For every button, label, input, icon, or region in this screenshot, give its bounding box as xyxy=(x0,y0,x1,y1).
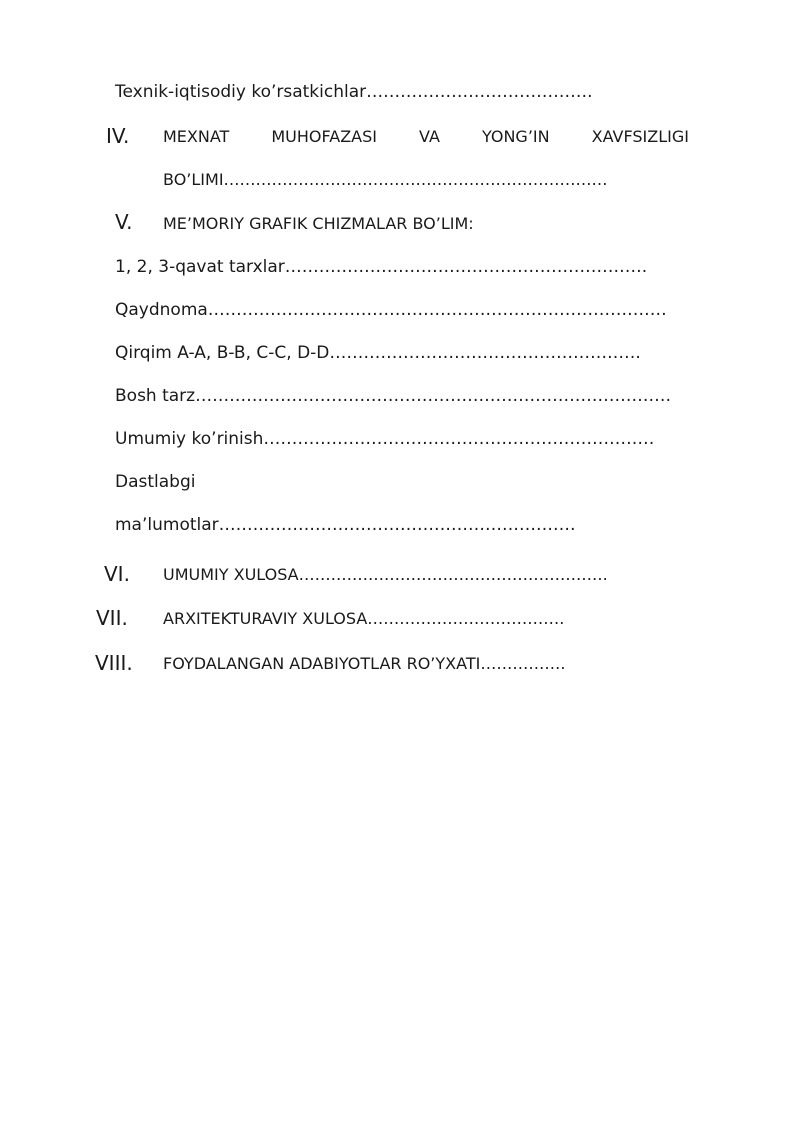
toc-item-malumotlar: ma’lumotlar……………………………………………………… xyxy=(115,515,576,535)
section-iv-word: VA xyxy=(419,127,440,146)
section-vi-numeral: VI. xyxy=(104,562,130,586)
section-iv-word: YONG’IN xyxy=(481,127,550,146)
toc-item-tarxlar: 1, 2, 3-qavat tarxlar………………………………………………………. xyxy=(115,257,648,277)
toc-texnik-iqtisodiy: Texnik-iqtisodiy ko’rsatkichlar…………………………………. xyxy=(115,82,593,102)
section-viii-numeral: VIII. xyxy=(95,651,133,675)
section-v-numeral: V. xyxy=(115,210,133,234)
section-vii-numeral: VII. xyxy=(96,606,128,630)
toc-item-qaydnoma: Qaydnoma……………………………………………………………………… xyxy=(115,300,667,320)
section-iv-numeral: IV. xyxy=(106,124,130,148)
toc-item-dastlabgi: Dastlabgi xyxy=(115,472,196,492)
section-vii-title: ARXITEKTURAVIY XULOSA………………………………. xyxy=(163,609,565,628)
section-iv-word: MEXNAT xyxy=(163,127,230,146)
section-v-title: ME’MORIY GRAFIK CHIZMALAR BO’LIM: xyxy=(163,214,474,233)
section-viii-title: FOYDALANGAN ADABIYOTLAR RO’YXATI……………. xyxy=(163,654,566,673)
toc-item-qirqim: Qirqim A-A, B-B, C-C, D-D………………………………………………. xyxy=(115,343,641,363)
section-iv-word: XAVFSIZLIGI xyxy=(591,127,689,146)
section-vi-title: UMUMIY XULOSA…………………………………………………. xyxy=(163,565,608,584)
toc-item-umumiy-korinish: Umumiy ko’rinish…………………………………………………………… xyxy=(115,429,655,449)
section-iv-title-line1 xyxy=(163,125,689,149)
section-iv-title-line2: BO’LIMI……………………………………………………………… xyxy=(163,170,608,189)
toc-item-bosh-tarz: Bosh tarz………………………………………………………………………… xyxy=(115,386,672,406)
section-iv-word: MUHOFAZASI xyxy=(271,127,377,146)
